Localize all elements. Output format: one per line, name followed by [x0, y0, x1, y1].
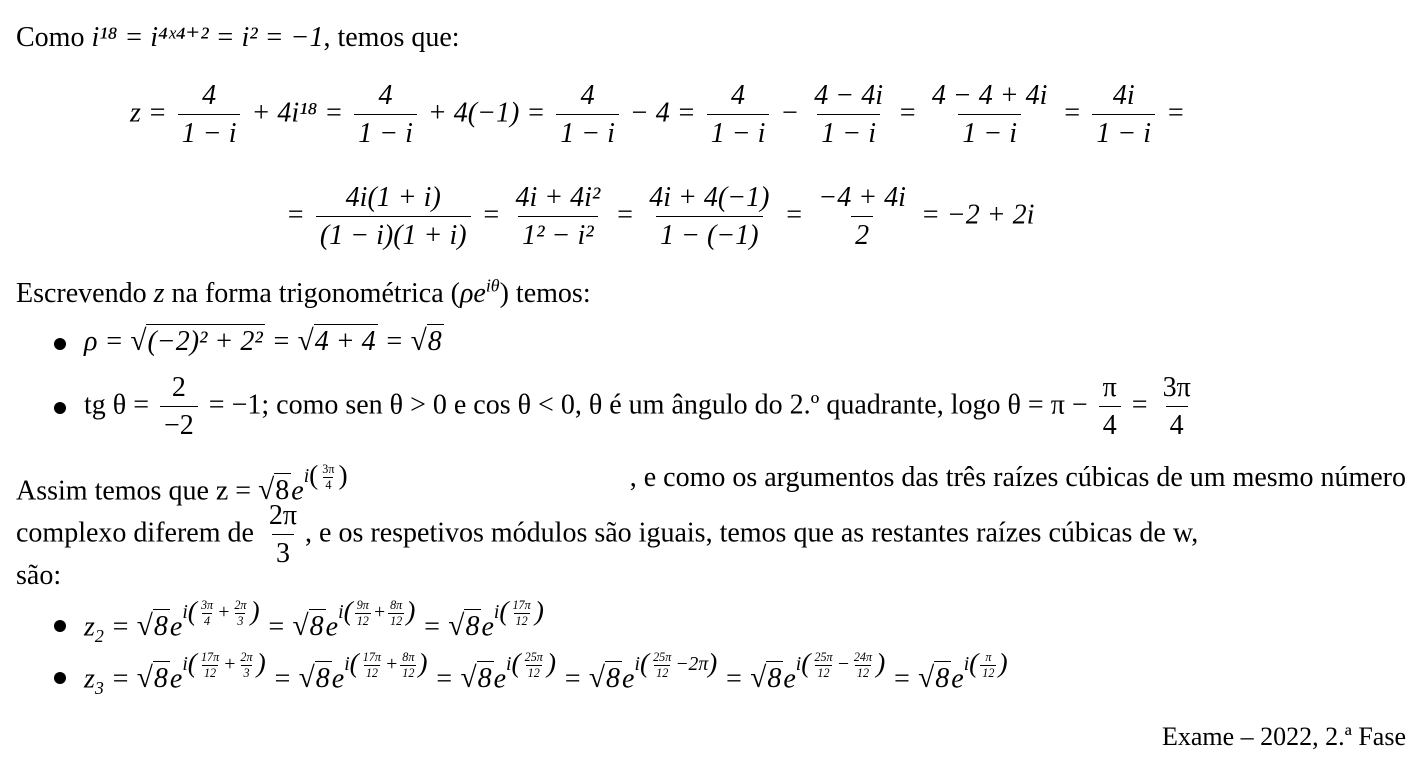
eq1-term-6: = [1062, 97, 1082, 129]
eq2-frac-1: $\frac{4i(1 + i)}{(1 - i)(1 + i)}$ [316, 182, 471, 252]
eq1-frac-7: $\frac{4i}{1 - i}$ [1092, 80, 1155, 150]
eq1-frac-4: $\frac{4}{1 - i}$ [707, 80, 770, 150]
exponent-fraction: $\frac{8\pi}{12}$ [390, 598, 403, 628]
z3-e: e [622, 663, 635, 695]
theta-lhs: tg θ = [84, 389, 149, 421]
eq1-frac-2: $\frac{4}{1 - i}$ [354, 80, 417, 150]
para-line1-a: Assim temos que z = [16, 475, 259, 507]
eq1-term-5: = [897, 97, 917, 129]
exponent-fraction: $\frac{25\pi}{12}$ [524, 650, 543, 680]
exponent-fraction: $\frac{17\pi}{12}$ [362, 650, 382, 680]
theta-mid-text: = −1; como sen θ > 0 e cos θ < 0, θ é um ângulo do 2.º quadrante, logo θ = π − [208, 389, 1088, 421]
z3-sqrt: √8 [298, 662, 330, 695]
eq2-result: = −2 + 2i [920, 199, 1035, 231]
eq1-term-3: − 4 = [629, 97, 696, 129]
eq2-equals-2: = [615, 199, 635, 231]
bullet-z2-dot [54, 620, 66, 632]
eq2-frac-4: $\frac{-4 + 4i}{2}$ [818, 182, 906, 252]
exponent-fraction: $\frac{25\pi}{12}$ [653, 650, 672, 680]
z3-exponent: i( $\frac{25\pi}{12}$ −2π) [634, 648, 718, 680]
theta-eq: = [1131, 389, 1148, 421]
sqrt-1: √(−2)² + 2² [130, 325, 263, 357]
exponent-fraction: $\frac{17\pi}{12}$ [512, 598, 531, 628]
z2-equals: = [103, 611, 137, 643]
exponent-fraction: $\frac{2\pi}{3}$ [234, 598, 247, 628]
z3-exponent: i( $\frac{17\pi}{12}$ + $\frac{8\pi}{12}$ ) [344, 648, 428, 680]
bullet-rho-dot [54, 338, 66, 350]
trig-exponent: iθ [485, 275, 500, 296]
eq1-term-2: + 4(−1) = [427, 97, 546, 129]
eq1-frac-3: $\frac{4}{1 - i}$ [556, 80, 619, 150]
z3-e: e [783, 663, 796, 695]
bullet-theta [84, 372, 1199, 442]
z3-equals: = [717, 663, 751, 695]
eq1-frac-5: $\frac{4 - 4i}{1 - i}$ [814, 80, 883, 150]
z2-sqrt: √8 [136, 610, 168, 643]
z3-sqrt: √8 [588, 662, 621, 695]
z3-equals: = [885, 663, 919, 695]
z2-sqrt: √8 [448, 610, 480, 643]
bullet-theta-dot [54, 402, 66, 414]
z2-equals: = [259, 611, 293, 643]
exponent-fraction: $\frac{\pi}{12}$ [982, 650, 995, 680]
z3-equals: = [556, 663, 589, 695]
z2-sqrt: √8 [292, 610, 324, 643]
z2-e: e [325, 611, 339, 643]
intro-prefix: Como [16, 22, 92, 53]
exponent-fraction: $\frac{2\pi}{3}$ [240, 650, 253, 680]
z3-exponent: i( $\frac{\pi}{12}$ ) [963, 648, 1008, 680]
rho-lhs: ρ = [84, 326, 124, 357]
para-sqrt: √8 [258, 474, 290, 507]
z2-exponent: i( $\frac{9\pi}{12}$ + $\frac{8\pi}{12}$ ) [338, 596, 416, 628]
sqrt-2: √4 + 4 [297, 325, 376, 357]
z2-exponent: i( $\frac{3\pi}{4}$ + $\frac{2\pi}{3}$ ) [182, 596, 260, 628]
trig-text-a: Escrevendo [16, 278, 154, 309]
z2-e: e [481, 611, 494, 643]
para-line-2 [16, 500, 1198, 570]
z2-expression [84, 596, 544, 647]
rho-eq-2: = [384, 326, 404, 357]
eq2-frac-3: $\frac{4i + 4(-1)}{1 - (-1)}$ [649, 182, 770, 252]
z3-sqrt: √8 [136, 662, 168, 695]
eq2-lead: = [286, 199, 305, 231]
z2-equals: = [415, 611, 449, 643]
z3-equals: = [427, 663, 461, 695]
z3-equals: = [265, 663, 299, 695]
z3-exponent: i( $\frac{25\pi}{12}$ − $\frac{24\pi}{12}$ ) [795, 648, 886, 680]
para-e: e [291, 475, 304, 507]
z3-equals: = [103, 663, 137, 695]
para-frac: $\frac{2\pi}{3}$ [268, 500, 298, 570]
exponent-fraction: $\frac{25\pi}{12}$ [814, 650, 833, 680]
eq1-term-1: + 4i¹⁸ = [251, 97, 344, 129]
para-line3: são: [16, 560, 62, 591]
eq1-lhs: z = [130, 97, 167, 129]
footer-source: Exame – 2022, 2.ª Fase [1161, 722, 1406, 751]
z3-exponent: i( $\frac{25\pi}{12}$ ) [506, 648, 556, 680]
z2-subscript: 2 [94, 626, 104, 647]
eq2-frac-2: $\frac{\text{4i + 4i²}}{\text{1² − i²}}$ [515, 182, 601, 252]
trig-rho-e: ρe [459, 278, 486, 309]
z3-subscript: 3 [94, 678, 104, 699]
z3-sqrt: √8 [750, 662, 782, 695]
intro-line [16, 20, 460, 54]
exponent-fraction: $\frac{9\pi}{12}$ [356, 598, 369, 628]
trig-z: z [153, 278, 165, 309]
theta-pi-frac: $\frac{\pi}{4}$ [1099, 372, 1121, 442]
z3-label: z [84, 663, 95, 695]
sqrt-3: √8 [410, 325, 442, 357]
z3-expression [84, 648, 1008, 699]
rho-eq-1: = [271, 326, 291, 357]
equation-2 [286, 182, 1034, 252]
exponent-fraction: $\frac{24\pi}{12}$ [853, 650, 873, 680]
para-line1-b: , e como os argumentos das três raízes cúbicas de um mesmo número [629, 462, 1406, 493]
z3-e: e [331, 663, 345, 695]
z3-sqrt: √8 [460, 662, 492, 695]
trig-text-c: ) temos: [499, 278, 591, 309]
z3-e: e [951, 663, 964, 695]
theta-frac: $\frac{2}{-2}$ [160, 372, 198, 442]
bullet-rho [84, 325, 444, 358]
para-line2-a: complexo diferem de [16, 517, 254, 549]
para-exponent: i( $\frac{3\pi}{4}$ ) [303, 460, 348, 492]
trig-text-b: na forma trigonométrica ( [164, 278, 460, 309]
trig-intro-line [16, 275, 591, 310]
eq1-frac-6: $\frac{4 - 4 + 4i}{1 - i}$ [931, 80, 1048, 150]
eq2-equals-3: = [784, 199, 804, 231]
intro-suffix: , temos que: [323, 22, 460, 53]
para-line-3 [16, 560, 61, 592]
eq1-term-7: = [1166, 97, 1185, 129]
eq1-frac-1: $\frac{4}{1 - i}$ [178, 80, 241, 150]
intro-expression: i¹⁸ = i⁴ˣ⁴⁺² = i² = −1 [91, 22, 324, 53]
theta-result-frac: $\frac{3\pi}{4}$ [1162, 372, 1191, 442]
exponent-fraction: $\frac{17\pi}{12}$ [200, 650, 220, 680]
z2-e: e [169, 611, 183, 643]
exponent-fraction: $\frac{3\pi}{4}$ [200, 598, 214, 628]
exponent-fraction: $\frac{8\pi}{12}$ [402, 650, 415, 680]
z3-sqrt: √8 [918, 662, 950, 695]
equation-1 [130, 80, 1185, 150]
eq2-equals-1: = [481, 199, 501, 231]
eq1-term-4: − [780, 97, 800, 129]
z3-e: e [493, 663, 507, 695]
z3-exponent: i( $\frac{17\pi}{12}$ + $\frac{2\pi}{3}$ ) [182, 648, 266, 680]
para-line2-b: , e os respetivos módulos são iguais, temos que as restantes raízes cúbicas de w, [305, 517, 1199, 549]
z3-e: e [169, 663, 183, 695]
z2-label: z [84, 611, 95, 643]
z2-exponent: i( $\frac{17\pi}{12}$ ) [493, 596, 544, 628]
bullet-z3-dot [54, 672, 66, 684]
